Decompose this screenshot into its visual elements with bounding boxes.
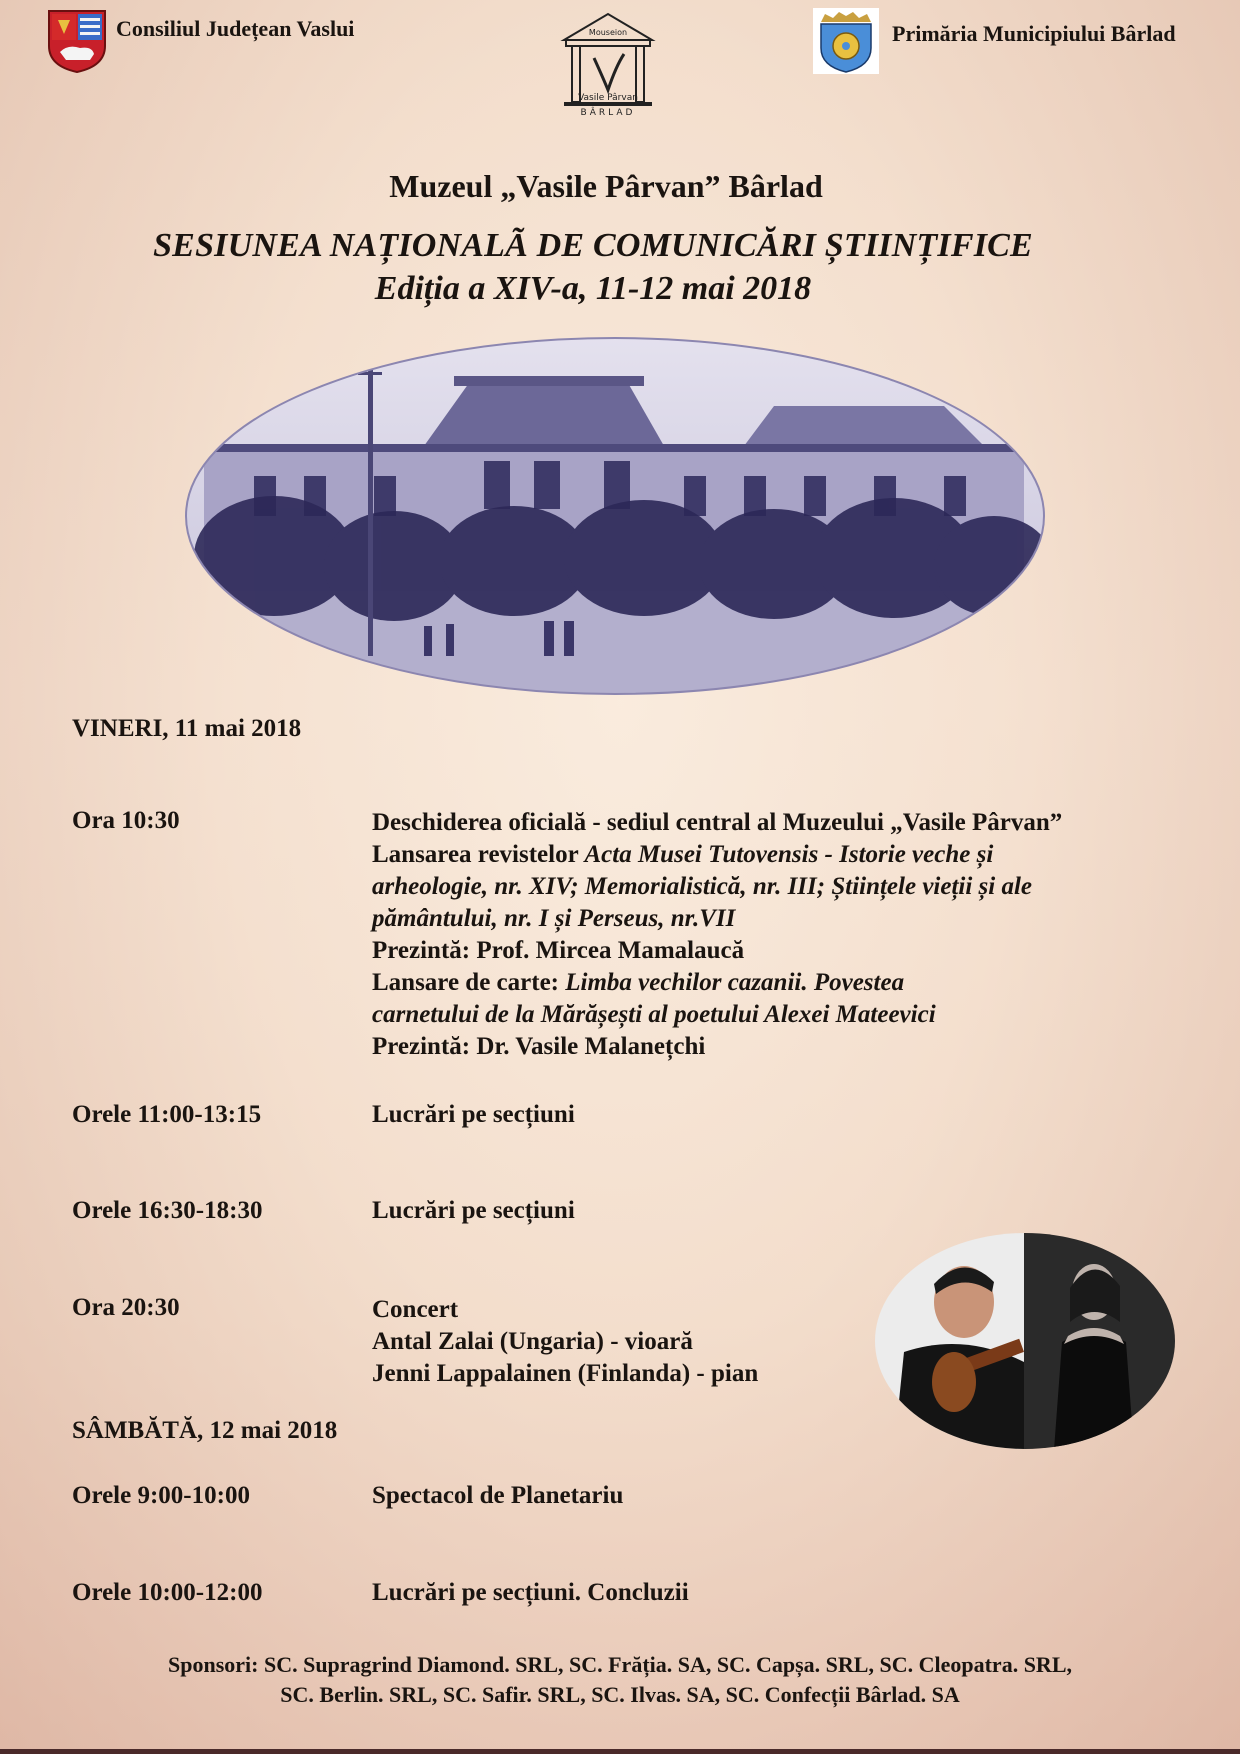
sponsors-line-2: SC. Berlin. SRL, SC. Safir. SRL, SC. Ilvas. SA, SC. Confecții Bârlad. SA — [280, 1682, 960, 1707]
logo-top-text: Mouseion — [588, 28, 628, 37]
day2-label: SÂMBĂTĂ, 12 mai 2018 — [72, 1417, 338, 1444]
opening-line-8: Prezintă: Dr. Vasile Malanețchi — [372, 1033, 706, 1060]
session-title: SESIUNEA NAȚIONALÃ DE COMUNICĂRI ȘTIINȚIFICE — [153, 227, 1033, 264]
concert-line-3: Jenni Lappalainen (Finlanda) - pian — [372, 1360, 759, 1387]
opening-line-1: Deschiderea oficială - sediul central al Muzeului „Vasile Pârvan” — [372, 809, 1063, 836]
opening-line-2: Lansarea revistelor Acta Musei Tutovensis - Istorie veche și — [372, 841, 994, 868]
concert-details — [372, 1294, 758, 1390]
museum-building-photo — [184, 336, 1046, 696]
concert-performers-photo — [874, 1232, 1176, 1450]
opening-line-5: Prezintă: Prof. Mircea Mamalaucă — [372, 937, 745, 964]
edition-title: Ediția a XIV-a, 11-12 mai 2018 — [374, 270, 812, 307]
concert-line-2: Antal Zalai (Ungaria) - vioară — [372, 1328, 693, 1355]
day2-session2-text: Lucrări pe secțiuni. Concluzii — [372, 1579, 689, 1606]
barlad-city-crest-icon — [813, 8, 879, 74]
bottom-border — [0, 1749, 1240, 1754]
opening-line-6: Lansare de carte: Limba vechilor cazanii. Povestea — [372, 969, 905, 996]
day1-label: VINERI, 11 mai 2018 — [72, 715, 302, 742]
opening-time: Ora 10:30 — [72, 807, 180, 834]
opening-line-4: pământului, nr. I și Perseus, nr.VII — [372, 905, 736, 932]
museum-logo-icon — [558, 10, 658, 118]
county-council-name: Consiliul Județean Vaslui — [116, 16, 355, 41]
concert-line-1: Concert — [372, 1296, 459, 1323]
opening-details — [372, 807, 1062, 1063]
day2-session1-text: Spectacol de Planetariu — [372, 1482, 624, 1509]
museum-title: Muzeul „Vasile Pârvan” Bârlad — [389, 168, 823, 204]
session2-time: Orele 11:00-13:15 — [72, 1101, 262, 1128]
sponsors-block — [0, 1650, 1240, 1710]
opening-line-7: carnetului de la Mărășești al poetului Alexei Mateevici — [372, 1001, 936, 1028]
logo-city-text: BÂRLAD — [580, 108, 636, 118]
day2-session1-time: Orele 9:00-10:00 — [72, 1482, 250, 1509]
session3-text: Lucrări pe secțiuni — [372, 1197, 575, 1224]
city-hall-name: Primăria Municipiului Bârlad — [892, 21, 1176, 46]
opening-line-3: arheologie, nr. XIV; Memorialistică, nr. III; Științele vieții și ale — [372, 873, 1033, 900]
day2-session2-time: Orele 10:00-12:00 — [72, 1579, 263, 1606]
session2-text: Lucrări pe secțiuni — [372, 1101, 575, 1128]
logo-name-text: Vasile Pârvan — [578, 93, 638, 103]
sponsors-line-1: Sponsori: SC. Supragrind Diamond. SRL, SC. Frăția. SA, SC. Capșa. SRL, SC. Cleopatra. SRL, — [167, 1652, 1072, 1677]
session3-time: Orele 16:30-18:30 — [72, 1197, 263, 1224]
concert-time: Ora 20:30 — [72, 1294, 180, 1321]
vaslui-county-crest-icon — [46, 8, 108, 74]
